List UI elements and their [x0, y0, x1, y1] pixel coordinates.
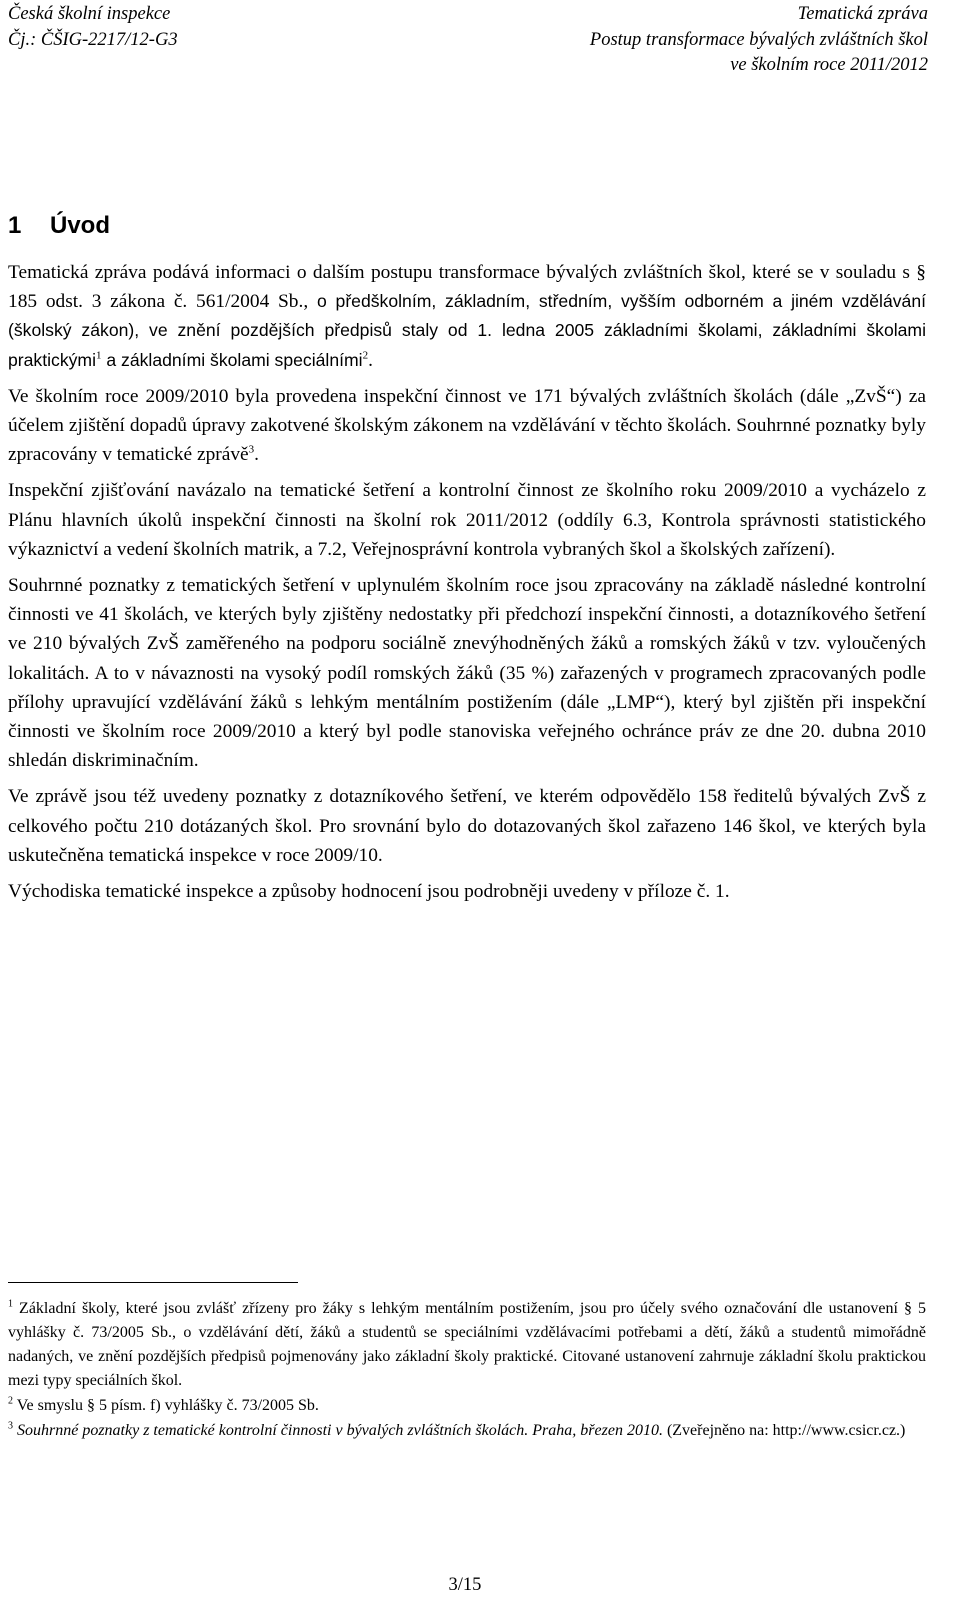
paragraph-2-text-c: . [254, 444, 259, 466]
paragraph-3: Inspekční zjišťování navázalo na tematické šetření a kontrolní činnost ze školního roku 2009/2010 a vycházelo z Plánu hlavních úkolů inspekční činnosti na školní rok 2011/2012 (oddíly 6.3, Kontrola správnosti statistického výkaznictví a vedení školních matrik, a 7.2, Veřejnosprávní kontrola vybraných škol a školských zařízení). [8, 480, 926, 560]
paragraph-4: Souhrnné poznatky z tematických šetření v uplynulém školním roce jsou zpracovány na základě následné kontrolní činnosti ve 41 školách, ve kterých byly zjištěny nedostatky při předchozí inspekční činnosti, a dotazníkového šetření ve 210 bývalých ZvŠ zaměřeného na podporu sociálně znevýhodněných žáků a romských žáků v tzv. vyloučených lokalitách. A to v návaznosti na vysoký podíl romských žáků (35 %) zařazených v programech zpracovaných podle přílohy upravující vzdělávání žáků s lehkým mentálním postižením (dále „LMP“), který byl zjištěn při inspekční činnosti ve školním roce 2009/2010 a který byl podle stanoviska veřejného ochránce práv ze dne 20. dubna 2010 shledán diskriminačním. [8, 575, 926, 772]
paragraph-2-text: Ve školním roce 2009/2010 byla provedena inspekční činnost ve 171 bývalých zvláštních školách (dále „ZvŠ“) za účelem zjištění dopadů úpravy zakotvené školským zákonem na vzdělávání v těchto školách. [8, 385, 926, 437]
header-institution: Česká školní inspekce [8, 4, 171, 24]
footnote-2-number: 2 [8, 1395, 13, 1407]
page-number: 3/15 [448, 1575, 482, 1595]
paragraph-5: Ve zprávě jsou též uvedeny poznatky z dotazníkového šetření, ve kterém odpovědělo 158 ředitelů bývalých ZvŠ z celkového počtu 210 dotázaných škol. Pro srovnání bylo do dotazovaných škol zařazeno 146 škol, ve kterých byla uskutečněna tematická inspekce v roce 2009/10. [8, 786, 926, 866]
section-heading [8, 212, 110, 240]
section-number: 1 [8, 212, 22, 239]
footnote-1-text: Základní školy, které jsou zvlášť zřízeny pro žáky s lehkým mentálním postižením, jsou pro účely svého označování dle ustanovení § 5 vyhlášky č. 73/2005 Sb., o vzdělávání dětí, žáků a studentů se speciálními vzdělávacími potřebami a dětí, žáků a studentů mimořádně nadaných, ve znění pozdějších předpisů pojmenovány jako základní školy praktické. Citované ustanovení zahrnuje základní školu praktickou mezi typy speciálních škol. [8, 1300, 926, 1389]
paragraph-1-text-b: o předškolním, základním, středním, vyšším odborném a jiném vzdělávání (školský zákon), ve znění pozdějších předpisů staly od 1. ledna 2005 základními školami, základními školami praktickými [8, 291, 927, 370]
header-reference-number: Čj.: ČŠIG-2217/12-G3 [8, 29, 178, 50]
footnote-3 [8, 1419, 926, 1443]
footnote-2 [8, 1394, 926, 1418]
footnotes [8, 1297, 926, 1444]
paragraph-1-text-c: a základními školami speciálními [101, 349, 363, 370]
footnote-3-citation: Souhrnné poznatky z tematické kontrolní činnosti v bývalých zvláštních školách. Praha, březen 2010. [13, 1422, 663, 1439]
document-body [8, 258, 926, 913]
footnote-2-text: Ve smyslu § 5 písm. f) vyhlášky č. 73/2005 Sb. [13, 1397, 319, 1414]
footnote-separator [8, 1282, 298, 1283]
footnote-3-link[interactable]: (Zveřejněno na: http://www.csicr.cz.) [662, 1422, 906, 1439]
paragraph-2-text-b: Souhrnné poznatky byly zpracovány v tematické zprávě [8, 415, 927, 466]
footnote-ref-3[interactable]: 3 [248, 443, 255, 456]
paragraph-1-text-d: . [368, 349, 373, 371]
footnote-ref-1[interactable]: 1 [95, 349, 102, 362]
paragraph-1-text: Tematická zpráva podává informaci o dalším postupu transformace bývalých zvláštních škol, které se v souladu s § 185 odst. 3 zákona č. 561/2004 Sb., [8, 262, 926, 313]
footnote-3-number: 3 [8, 1420, 13, 1432]
footnote-1 [8, 1297, 926, 1393]
paragraph-1 [8, 258, 926, 375]
paragraph-6: Východiska tematické inspekce a způsoby hodnocení jsou podrobněji uvedeny v příloze č. 1. [8, 881, 730, 903]
footnote-ref-2[interactable]: 2 [362, 349, 369, 362]
header-report-title: Postup transformace bývalých zvláštních škol [589, 29, 928, 50]
section-title: Úvod [50, 212, 110, 239]
paragraph-2 [8, 382, 926, 470]
header-report-type: Tematická zpráva [797, 4, 928, 24]
header-school-year: ve školním roce 2011/2012 [730, 55, 928, 75]
page-header-right [590, 2, 928, 79]
footnote-1-number: 1 [8, 1298, 13, 1310]
page-header-left [8, 2, 178, 53]
